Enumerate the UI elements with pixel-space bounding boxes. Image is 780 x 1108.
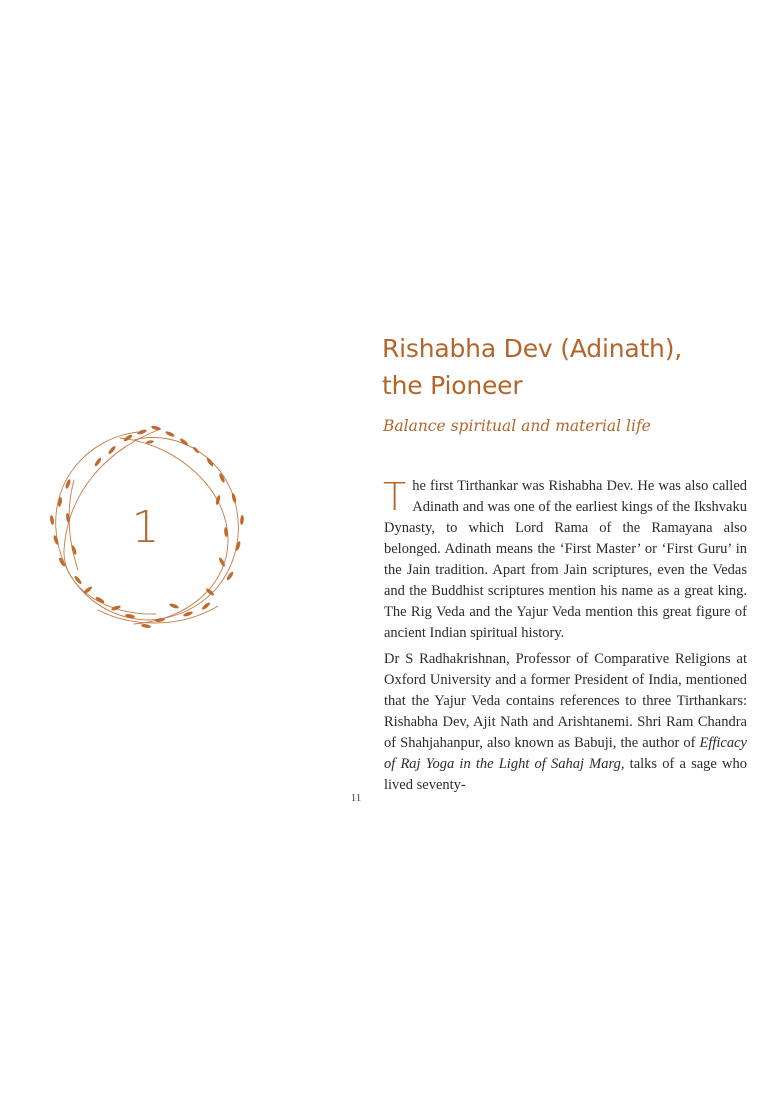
chapter-subtitle: Balance spiritual and material life	[383, 417, 651, 435]
drop-cap: T	[383, 475, 407, 519]
book-title-reference: Efficacy of Raj Yoga in the Light of Sahaj Marg	[384, 735, 747, 772]
paragraph-2-text-start: Dr S Radhakrishnan, Professor of Comparative Religions at Oxford University and a former President of India, mentioned that the Yajur Veda contains references to three Tirthankars: Rishabha Dev, Ajit Nath and Arishtanemi. Shri Ram Chandra of Shahjahanpur, also known as Babuji, the author of	[384, 651, 747, 751]
page-number: 11	[350, 792, 362, 804]
paragraph-1-text: he first Tirthankar was Rishabha Dev. He was also called Adinath and was one of the earliest kings of the Ikshvaku Dynasty, to which Lord Rama of the Ramayana also belonged. Adinath means the ‘First Master’ or ‘First Guru’ in the Jain tradition. Apart from Jain scriptures, even the Vedas and the Buddhist scriptures mention his name as a great king. The Rig Veda and the Yajur Veda mention this great figure of ancient Indian spiritual history.	[384, 478, 747, 641]
paragraph-1	[384, 476, 747, 644]
chapter-number: 1	[131, 501, 160, 553]
paragraph-2-text-end: , talks of a sage who lived seventy-	[384, 756, 747, 793]
chapter-title: Rishabha Dev (Adinath), the Pioneer	[382, 334, 683, 400]
paragraph-2	[384, 649, 747, 796]
